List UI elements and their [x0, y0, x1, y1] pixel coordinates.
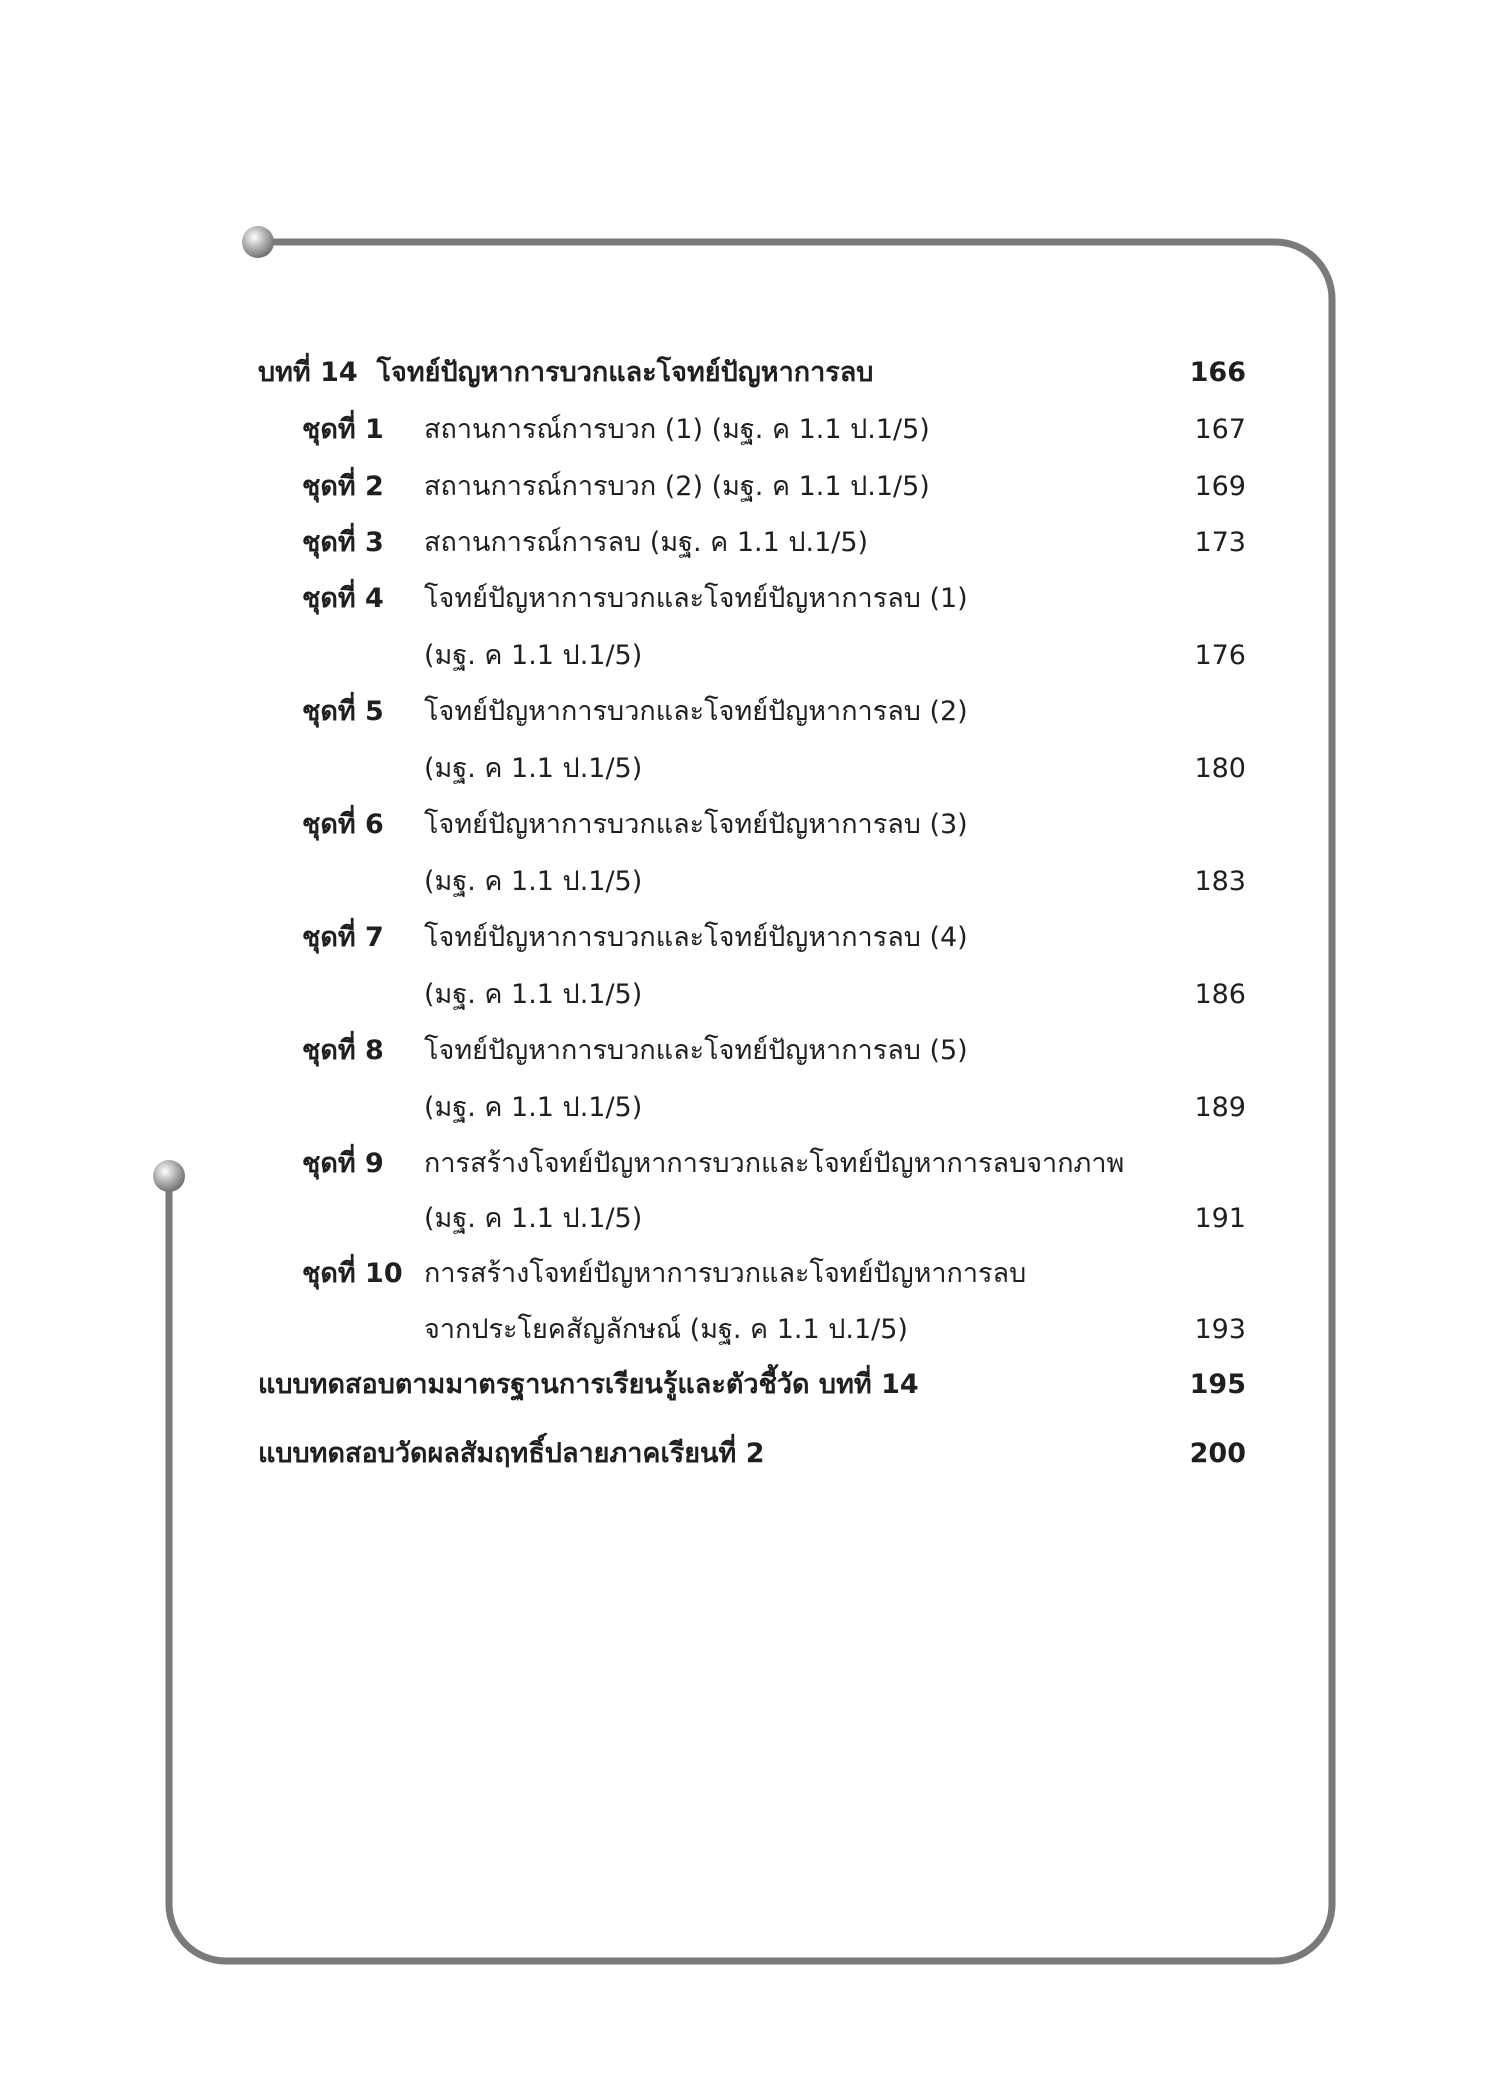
set-title: สถานการณ์การบวก (1) (มฐ. ค 1.1 ป.1/5): [424, 414, 930, 445]
set-title: โจทย์ปัญหาการบวกและโจทย์ปัญหาการลบ (3): [424, 809, 968, 840]
set-page: 191: [1194, 1203, 1246, 1234]
set-page: 193: [1194, 1314, 1246, 1345]
test-chapter-page: 195: [1189, 1369, 1246, 1400]
set-title-cont: จากประโยคสัญลักษณ์ (มฐ. ค 1.1 ป.1/5): [424, 1314, 908, 1345]
test-chapter-title: แบบทดสอบตามมาตรฐานการเรียนรู้และตัวชี้วัด บทที่ 14: [258, 1369, 919, 1400]
set-label: ชุดที่ 4: [302, 583, 384, 614]
set-title-cont: (มฐ. ค 1.1 ป.1/5): [424, 640, 643, 671]
set-title: สถานการณ์การลบ (มฐ. ค 1.1 ป.1/5): [424, 527, 869, 558]
set-title-cont: (มฐ. ค 1.1 ป.1/5): [424, 1203, 643, 1234]
set-page: 167: [1194, 414, 1246, 445]
set-label: ชุดที่ 6: [302, 809, 384, 840]
set-title: การสร้างโจทย์ปัญหาการบวกและโจทย์ปัญหาการลบ: [424, 1258, 1027, 1289]
set-title: โจทย์ปัญหาการบวกและโจทย์ปัญหาการลบ (1): [424, 583, 968, 614]
set-title-cont: (มฐ. ค 1.1 ป.1/5): [424, 866, 643, 897]
chapter-heading: [258, 356, 873, 390]
chapter-page: 166: [1189, 357, 1246, 388]
set-label: ชุดที่ 7: [302, 922, 384, 953]
set-page: 176: [1194, 640, 1246, 671]
set-label: ชุดที่ 9: [302, 1148, 384, 1179]
set-page: 183: [1194, 866, 1246, 897]
set-page: 169: [1194, 471, 1246, 502]
final-test-page: 200: [1189, 1438, 1246, 1469]
set-label: ชุดที่ 5: [302, 696, 384, 727]
set-title-cont: (มฐ. ค 1.1 ป.1/5): [424, 979, 643, 1010]
chapter-title: โจทย์ปัญหาการบวกและโจทย์ปัญหาการลบ: [376, 357, 874, 388]
set-page: 173: [1194, 527, 1246, 558]
chapter-label: บทที่ 14: [258, 357, 358, 388]
set-title-cont: (มฐ. ค 1.1 ป.1/5): [424, 1092, 643, 1123]
set-title: การสร้างโจทย์ปัญหาการบวกและโจทย์ปัญหาการลบจากภาพ: [424, 1148, 1125, 1179]
set-label: ชุดที่ 2: [302, 471, 384, 502]
set-label: ชุดที่ 10: [302, 1258, 403, 1289]
set-page: 180: [1194, 753, 1246, 784]
final-test-title: แบบทดสอบวัดผลสัมฤทธิ์ปลายภาคเรียนที่ 2: [258, 1438, 765, 1469]
set-title: โจทย์ปัญหาการบวกและโจทย์ปัญหาการลบ (4): [424, 922, 968, 953]
set-label: ชุดที่ 3: [302, 527, 384, 558]
set-title: โจทย์ปัญหาการบวกและโจทย์ปัญหาการลบ (2): [424, 696, 968, 727]
set-title: โจทย์ปัญหาการบวกและโจทย์ปัญหาการลบ (5): [424, 1035, 968, 1066]
set-title-cont: (มฐ. ค 1.1 ป.1/5): [424, 753, 643, 784]
set-label: ชุดที่ 1: [302, 414, 384, 445]
set-label: ชุดที่ 8: [302, 1035, 384, 1066]
set-title: สถานการณ์การบวก (2) (มฐ. ค 1.1 ป.1/5): [424, 471, 930, 502]
set-page: 186: [1194, 979, 1246, 1010]
set-page: 189: [1194, 1092, 1246, 1123]
